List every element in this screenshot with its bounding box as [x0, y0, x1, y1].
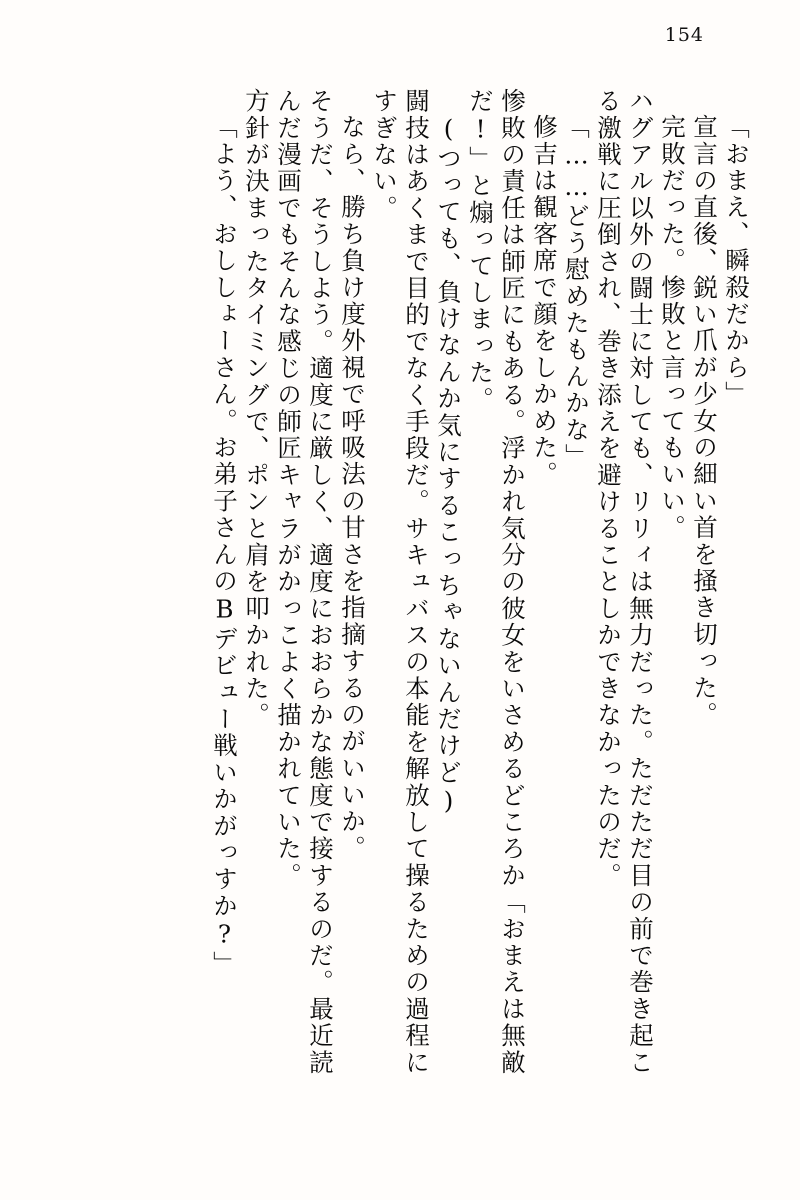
vertical-text-block — [60, 88, 751, 1160]
text-line: 方針が決まったタイミングで、ポンと肩を叩かれた。 — [242, 88, 271, 729]
text-line: 「よう、おししょーさん。お弟子さんのBデビュー戦いかがっすか?」 — [210, 114, 239, 978]
text-line: そうだ、そうしよう。適度に厳しく、適度におおらかな態度で接するのだ。最近読 — [306, 88, 335, 1076]
text-line: る激戦に圧倒され、巻き添えを避けることしかできなかったのだ。 — [594, 88, 623, 889]
text-line: 宣言の直後、鋭い爪が少女の細い首を掻き切った。 — [690, 114, 719, 729]
page-number: 154 — [664, 24, 704, 46]
text-line: 「……どう慰めたもんかな」 — [562, 114, 591, 471]
text-line: ハグアル以外の闘士に対しても、リリィは無力だった。ただただ目の前で巻き起こ — [626, 88, 655, 1076]
text-line: なら、勝ち負け度外視で呼吸法の甘さを指摘するのがいいか。 — [338, 114, 367, 862]
text-line: んだ漫画でもそんな感じの師匠キャラがかっこよく描かれていた。 — [274, 88, 303, 889]
text-line: 修吉は観客席で顔をしかめた。 — [530, 114, 559, 488]
text-line: 完敗だった。惨敗と言ってもいい。 — [658, 114, 687, 542]
text-line: (つっても、負けなんか気にするこっちゃないんだけど) — [434, 114, 463, 818]
text-line: すぎない。 — [370, 88, 399, 222]
text-line: だ!」と煽ってしまった。 — [466, 88, 495, 413]
text-line: 惨敗の責任は師匠にもある。浮かれ気分の彼女をいさめるどころか「おまえは無敵 — [498, 88, 527, 1076]
text-line: 闘技はあくまで目的でなく手段だ。サキュバスの本能を解放して操るための過程に — [402, 88, 431, 1076]
text-line: 「おまえ、瞬殺だから」 — [722, 114, 751, 408]
